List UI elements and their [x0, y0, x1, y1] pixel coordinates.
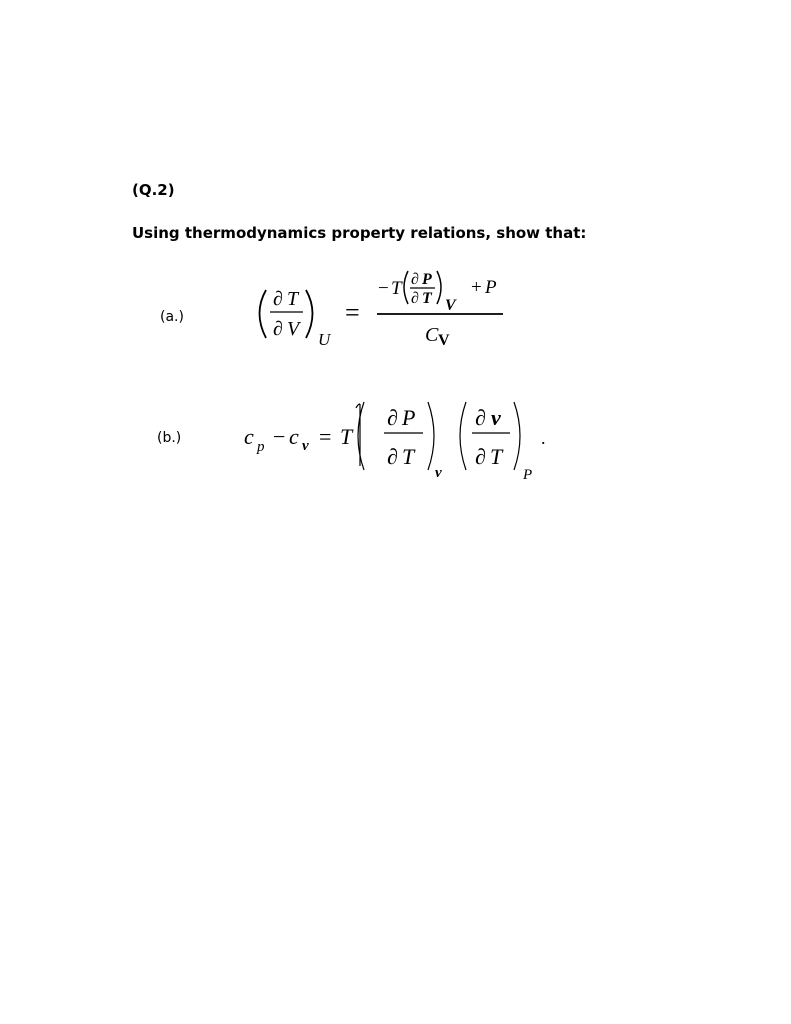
rhs-den-C: C	[425, 324, 439, 346]
eqb-second-num-v: v	[491, 405, 501, 430]
eqb-period: .	[541, 428, 546, 448]
equation-a	[245, 262, 515, 352]
eqb-first-den-partial: ∂	[387, 444, 398, 469]
rhs-subscript-V: V	[445, 297, 456, 314]
eqb-subscript-v: v	[302, 438, 309, 454]
eqb-c-p: c	[244, 424, 254, 449]
question-instruction: Using thermodynamics property relations, show that:	[132, 224, 587, 242]
rhs-den-subscript-V: V	[438, 332, 450, 349]
eqb-first-num-partial: ∂	[387, 405, 398, 430]
rhs-inner-right-paren	[437, 271, 441, 304]
eqb-equals: =	[319, 424, 332, 449]
eqb-second-num-partial: ∂	[475, 405, 486, 430]
eqb-first-subscript-v: v	[435, 465, 442, 481]
eqb-minus: −	[273, 424, 286, 449]
eqb-second-den-partial: ∂	[475, 444, 486, 469]
rhs-P: P	[485, 277, 497, 298]
rhs-inner-left-paren	[404, 271, 408, 304]
eqb-second-right-paren	[514, 402, 520, 470]
rhs-inner-den-partial: ∂	[411, 290, 419, 307]
lhs-right-paren	[306, 290, 313, 338]
eqb-first-left-paren-curve	[358, 402, 364, 470]
lhs-subscript-U: U	[318, 330, 331, 349]
lhs-left-paren	[260, 290, 267, 338]
equation-b	[240, 396, 560, 486]
rhs-minus: −	[378, 278, 389, 299]
eqb-T: T	[340, 424, 353, 449]
eqb-first-den-T: T	[402, 444, 415, 469]
lhs-den-V: V	[287, 318, 300, 340]
eqb-first-right-paren	[428, 402, 434, 470]
eqb-second-den-T: T	[490, 444, 503, 469]
lhs-num-T: T	[287, 288, 299, 310]
eqb-second-subscript-P: P	[523, 467, 533, 483]
equation-a-equals: =	[345, 298, 360, 327]
lhs-num-partial: ∂	[273, 288, 283, 310]
rhs-inner-den-T: T	[422, 290, 432, 307]
eqb-first-num-P: P	[402, 405, 416, 430]
eqb-subscript-p: p	[257, 439, 265, 455]
rhs-inner-num-P: P	[422, 271, 432, 288]
rhs-T: T	[391, 278, 402, 299]
lhs-den-partial: ∂	[273, 318, 283, 340]
eqb-second-left-paren	[460, 402, 466, 470]
eqb-c-v: c	[289, 424, 299, 449]
question-number: (Q.2)	[132, 181, 175, 199]
rhs-plus: +	[471, 277, 482, 298]
part-a-label: (a.)	[160, 309, 184, 325]
part-b-label: (b.)	[157, 430, 182, 446]
rhs-inner-num-partial: ∂	[411, 271, 419, 288]
